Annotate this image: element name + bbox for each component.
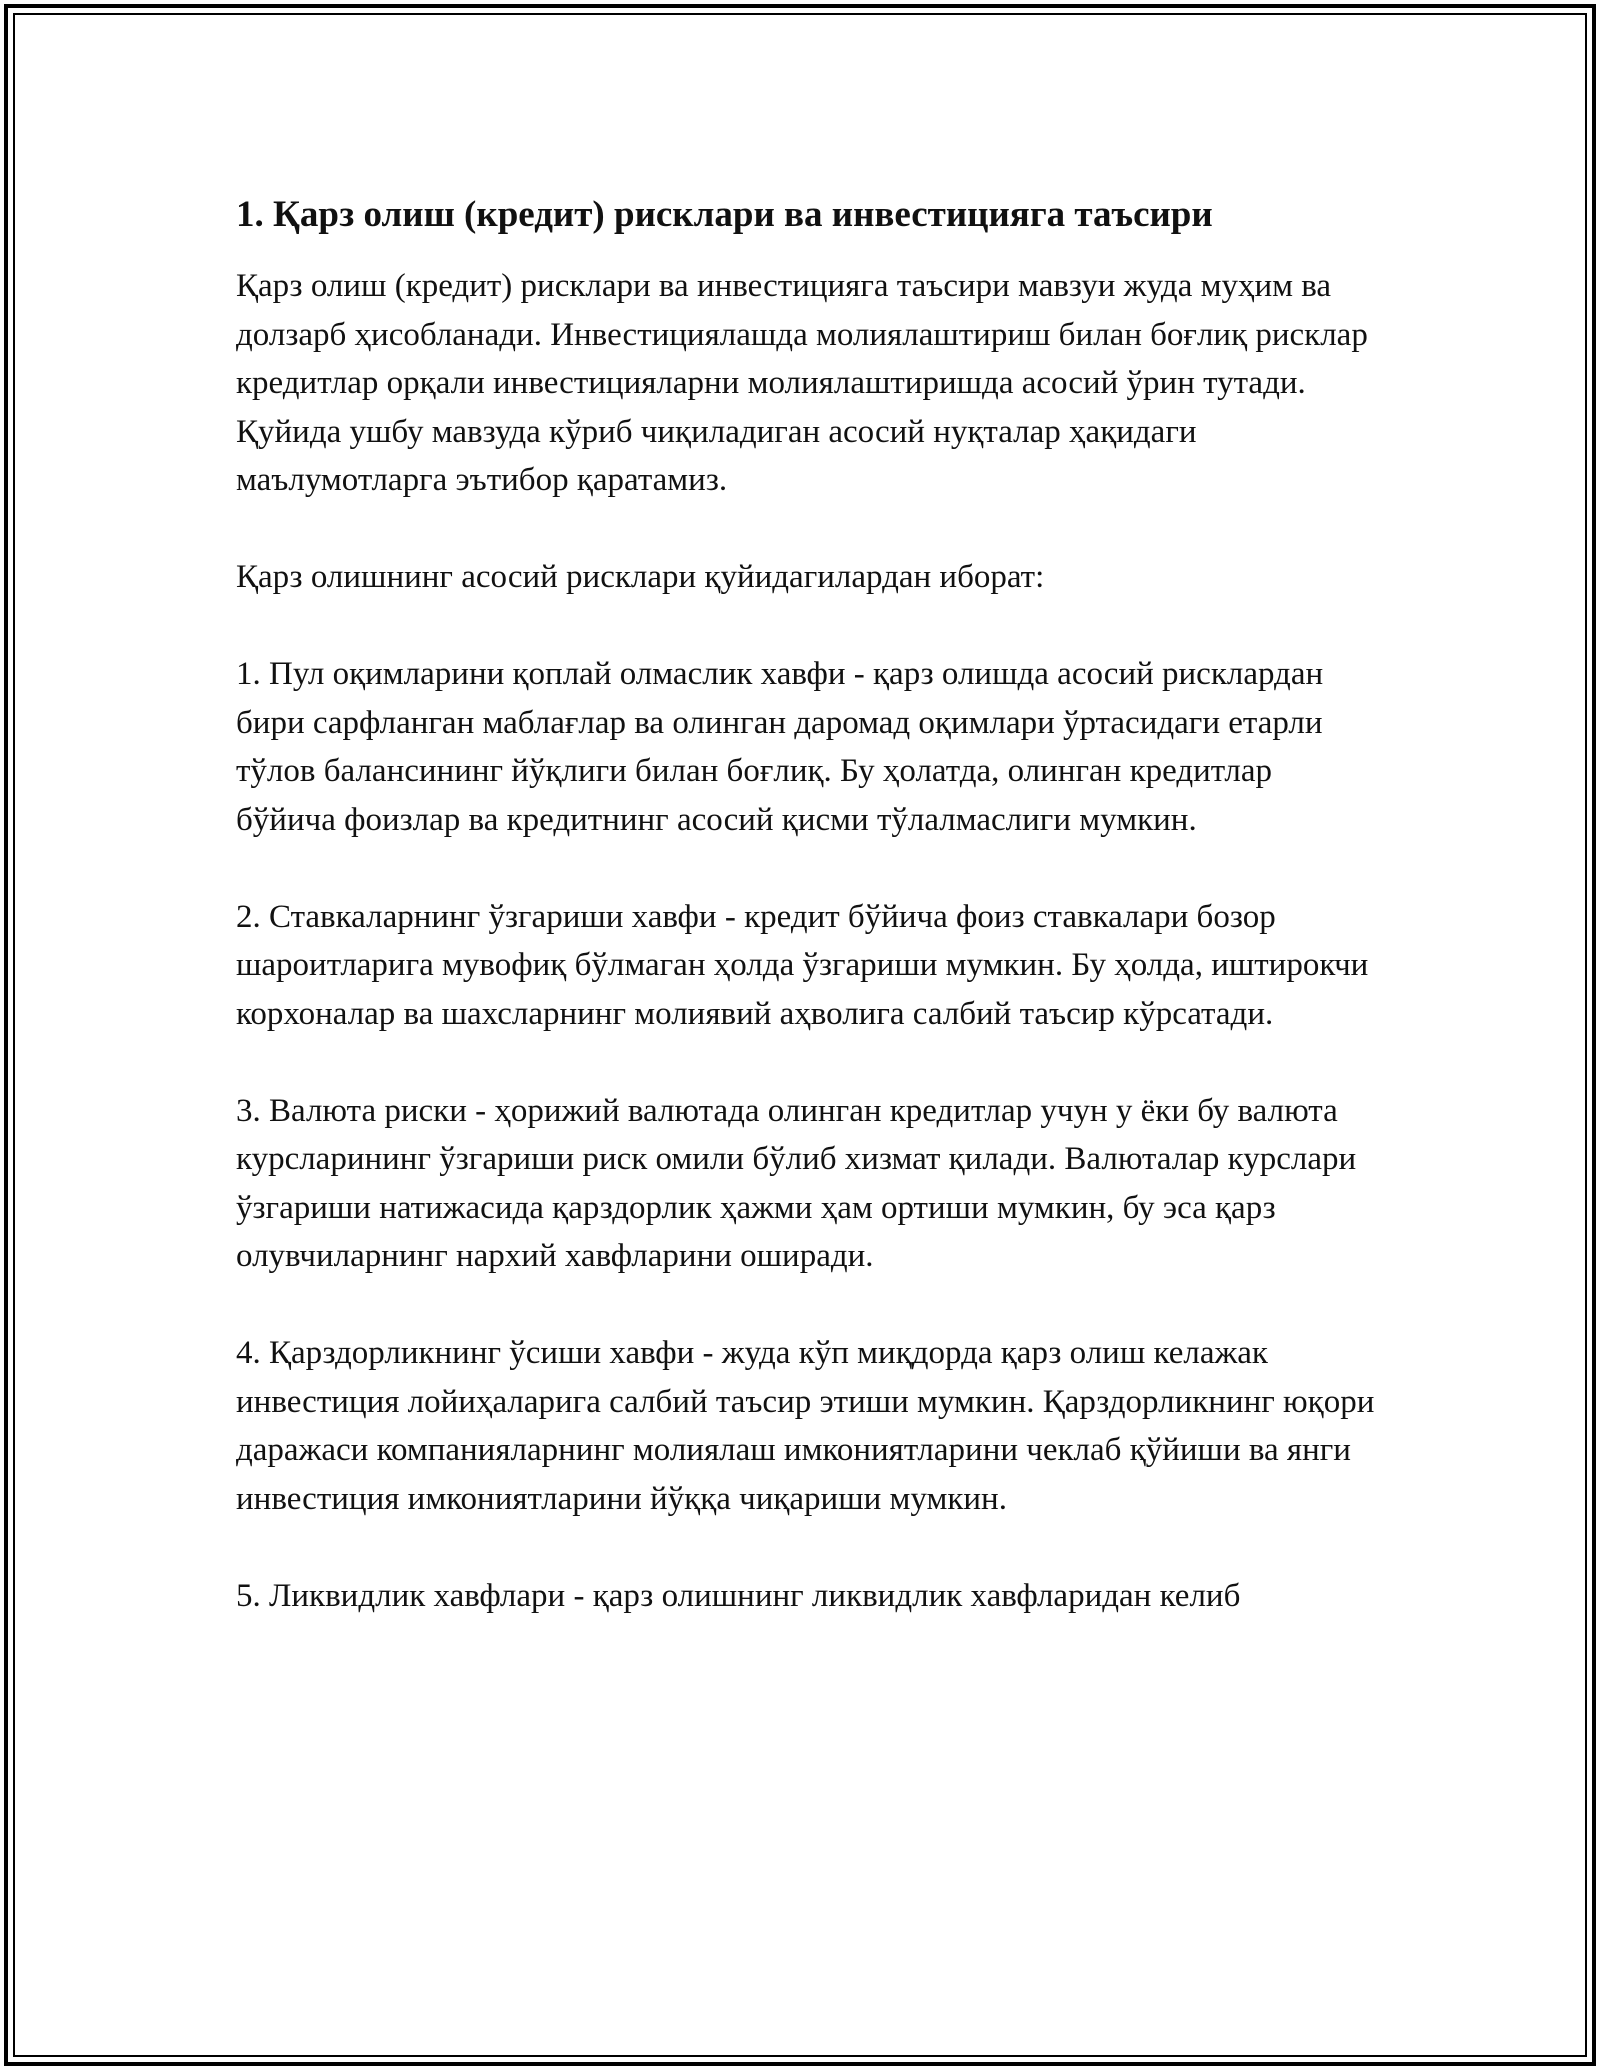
risk-item-rate-change: 2. Ставкаларнинг ўзгариши хавфи - кредит бўйича фоиз ставкалари бозор шароитларига мувофиқ бўлмаган ҳолда ўзгариши мумкин. Бу ҳолда, иштирокчи корхоналар ва шахсларнинг молиявий аҳволига салбий таъсир кўрсатади. [236,898,1369,1032]
intro-paragraph: Қарз олиш (кредит) рисклари ва инвестицияга таъсири мавзуи жуда муҳим ва долзарб ҳисобланади. Инвестициялашда молиялаштириш билан боғлиқ рисклар кредитлар орқали инвестицияларни молиялаштиришда асосий ўрин тутади. Қуйида ушбу мавзуда кўриб чиқиладиган асосий нуқталар ҳақидаги маълумотларга эътибор қаратамиз. [236,268,1368,498]
risk-item-currency: 3. Валюта риски - ҳорижий валютада олинган кредитлар учун у ёки бу валюта курсларининг ўзгариши риск омили бўлиб хизмат қилади. Валюталар курслари ўзгариши натижасида қарздорлик ҳажми ҳам ортиши мумкин, бу эса қарз олувчиларнинг нархий хавфларини оширади. [236,1092,1357,1274]
risk-item-liquidity: 5. Ликвидлик хавфлари - қарз олишнинг ликвидлик хавфларидан келиб [236,1577,1241,1614]
risk-item-cash-flow: 1. Пул оқимларини қоплай олмаслик хавфи - қарз олишда асосий рисклардан бири сарфланган маблағлар ва олинган даромад оқимлари ўртасидаги етарли тўлов балансининг йўқлиги билан боғлиқ. Бу ҳолатда, олинган кредитлар бўйича фоизлар ва кредитнинг асосий қисми тўлалмаслиги мумкин. [236,656,1324,838]
risks-lead-paragraph: Қарз олишнинг асосий рисклари қуйидагилардан иборат: [236,559,1045,595]
risk-item-debt-growth: 4. Қарздорликнинг ўсиши хавфи - жуда кўп миқдорда қарз олиш келажак инвестиция лойиҳаларига салбий таъсир этиши мумкин. Қарздорликнинг юқори даражаси компанияларнинг молиялаш имкониятларини чеклаб қўйиши ва янги инвестиция имкониятларини йўққа чиқариши мумкин. [236,1335,1375,1517]
section-heading: 1. Қарз олиш (кредит) рисклари ва инвестицияга таъсири [236,194,1213,235]
document-body [236,190,1376,1620]
